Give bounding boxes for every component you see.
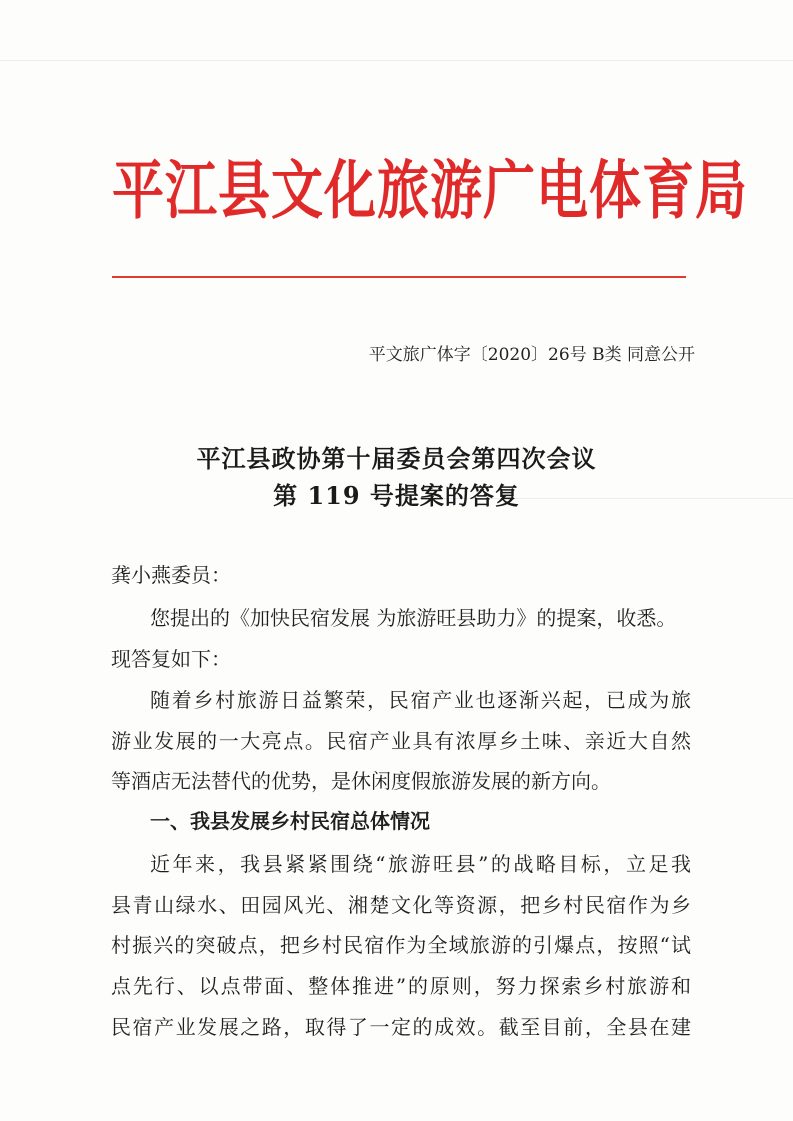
body-line: 随着乡村旅游日益繁荣，民宿产业也逐渐兴起，已成为旅: [150, 688, 691, 712]
body-line: 村振兴的突破点，把乡村民宿作为全域旅游的引爆点，按照“试: [111, 933, 691, 957]
body-line: 县青山绿水、田园风光、湘楚文化等资源，把乡村民宿作为乡: [111, 893, 691, 917]
salutation: 龚小燕委员：: [111, 563, 231, 587]
body-line: 点先行、以点带面、整体推进”的原则，努力探索乡村旅游和: [111, 974, 691, 998]
document-title-line-2: 第 119 号提案的答复: [273, 481, 520, 510]
document-title-line-1: 平江县政协第十届委员会第四次会议: [196, 444, 597, 473]
section-heading: 一、我县发展乡村民宿总体情况: [150, 809, 430, 833]
body-line: 游业发展的一大亮点。民宿产业具有浓厚乡土味、亲近大自然: [111, 729, 691, 753]
body-line: 民宿产业发展之路，取得了一定的成效。截至目前，全县在建: [111, 1015, 691, 1039]
scan-artifact-line: [0, 60, 793, 61]
document-number: 平文旅广体字〔2020〕26号 B类 同意公开: [368, 345, 695, 365]
body-line: 现答复如下：: [111, 647, 231, 671]
body-line: 等酒店无法替代的优势，是休闲度假旅游发展的新方向。: [111, 769, 611, 793]
agency-masthead: 平江县文化旅游广电体育局: [112, 154, 749, 229]
red-divider-line: [112, 276, 686, 278]
body-line: 近年来，我县紧紧围绕“旅游旺县”的战略目标，立足我: [150, 852, 691, 876]
body-line: 您提出的《加快民宿发展 为旅游旺县助力》的提案，收悉。: [150, 606, 677, 630]
